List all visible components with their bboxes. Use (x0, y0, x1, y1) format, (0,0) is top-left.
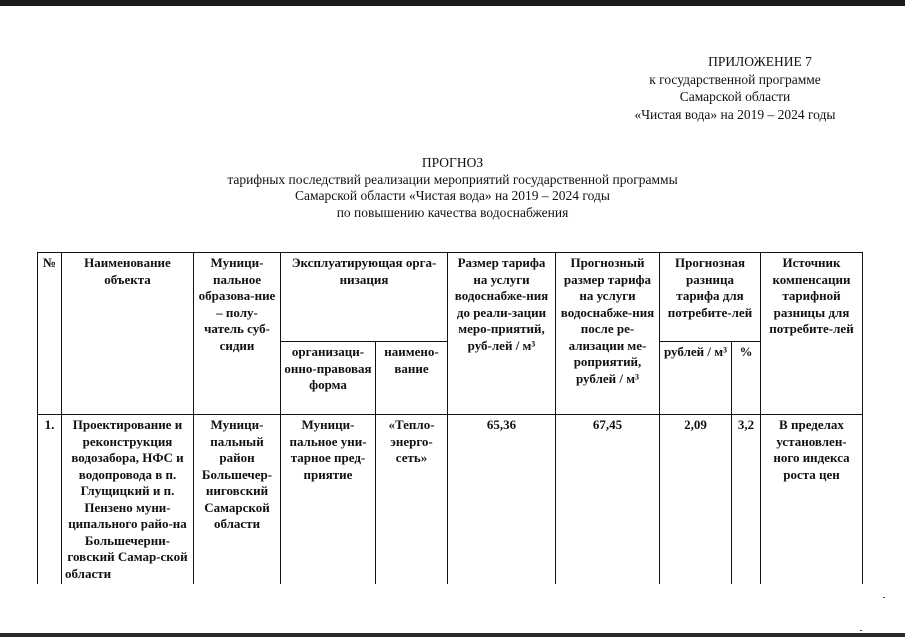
row-operator-legal-form: Муници-пальное уни-тарное пред-приятие (281, 415, 376, 585)
header-municipality: Муници-пальное образова-ние – полу-чатель суб-сидии (194, 253, 281, 415)
row-operator-name: «Тепло-энерго-сеть» (376, 415, 448, 585)
heading-line-3: Самарской области «Чистая вода» на 2019 – 2024 годы (295, 188, 610, 203)
heading-line-4: по повышению качества водоснабжения (336, 204, 569, 220)
row-municipality: Муници-пальный район Большечер-ниговский Самарской области (194, 415, 281, 585)
header-number: № (38, 253, 62, 415)
row-difference-rubles: 2,09 (660, 415, 732, 585)
row-tariff-after: 67,45 (556, 415, 660, 585)
header-tariff-difference: Прогнозная разница тарифа для потребите-лей (660, 253, 761, 342)
row-number: 1. (38, 415, 62, 585)
header-tariff-after: Прогнозный размер тарифа на услуги водоснабже-ния после ре-ализации ме-роприятий, рублей / м³ (556, 253, 660, 415)
document-heading (150, 155, 755, 221)
forecast-table (37, 252, 863, 584)
row-tariff-before: 65,36 (448, 415, 556, 585)
scan-speck (883, 597, 885, 598)
bottom-border (0, 633, 905, 637)
table-row (38, 415, 863, 585)
header-tariff-before: Размер тарифа на услуги водоснабже-ния до реали-зации меро-приятий, руб-лей / м³ (448, 253, 556, 415)
appendix-block (560, 53, 905, 123)
header-operator-legal-form: организаци-онно-правовая форма (281, 342, 376, 415)
scan-speck (860, 630, 862, 631)
header-difference-percent: % (732, 342, 761, 415)
top-border (0, 0, 905, 6)
appendix-line-4: «Чистая вода» на 2019 – 2024 годы (634, 106, 836, 122)
header-compensation-source: Источник компенсации тарифной разницы для потребите-лей (761, 253, 863, 415)
header-operator: Эксплуатирующая орга-низация (281, 253, 448, 342)
appendix-line-2: к государственной программе (649, 71, 821, 87)
row-compensation-source: В пределах установлен-ного индекса роста цен (761, 415, 863, 585)
appendix-title: ПРИЛОЖЕНИЕ 7 (708, 54, 812, 69)
row-object-name: Проектирование и реконструкция водозабора, НФС и водопровода в п. Глущицкий и п. Пензено муни-ципального райо-на Большечерни-говский Самар-ской области (62, 415, 194, 585)
heading-title: ПРОГНОЗ (421, 155, 484, 170)
header-operator-name: наимено-вание (376, 342, 448, 415)
row-difference-percent: 3,2 (732, 415, 761, 585)
heading-line-2: тарифных последствий реализации мероприятий государственной программы (227, 171, 678, 187)
header-difference-rubles: рублей / м³ (660, 342, 732, 415)
appendix-line-3: Самарской области (679, 89, 791, 104)
header-object-name: Наименование объекта (62, 253, 194, 415)
